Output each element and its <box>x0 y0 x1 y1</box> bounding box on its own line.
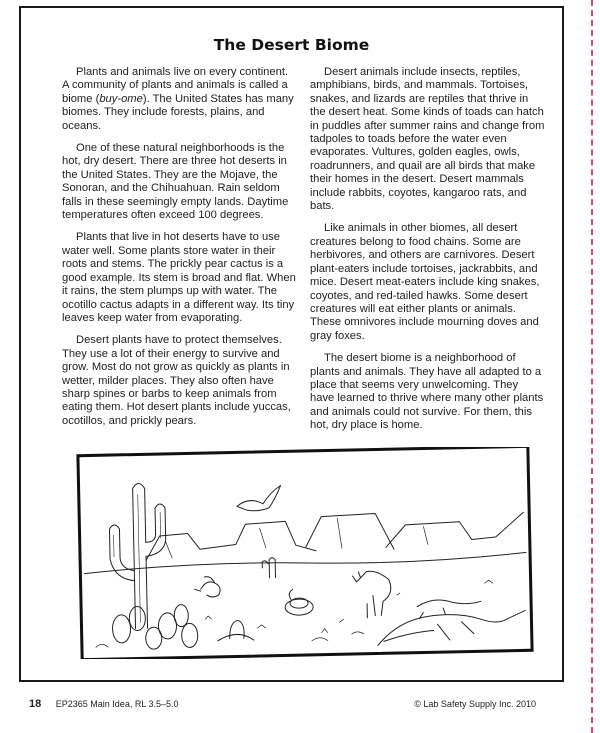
paragraph: Like animals in other biomes, all desert creatures belong to food chains. Some are herbivores, and others are carnivores. Desert plant-eaters include tortoises, jackrabbits, and mice. Desert meat-eaters include king snakes, coyotes, and red-tailed hawks. Some desert creatures will eat either plants or animals. These omnivores include mourning doves and gray foxes. <box>310 222 540 342</box>
right-column <box>310 66 545 442</box>
product-code: EP2365 Main Idea, RL 3.5–5.0 <box>55 699 179 709</box>
desert-scene-illustration <box>76 447 534 659</box>
illustration-frame <box>78 447 532 659</box>
cut-line <box>591 0 593 733</box>
pronunciation: buy-ome <box>99 92 143 105</box>
page-title: The Desert Biome <box>213 36 370 54</box>
footer-left <box>29 698 179 710</box>
paragraph: Plants that live in hot deserts have to use water well. Some plants store water in their roots and stems. The prickly pear cactus is a good example. Its stem is broad and flat. When it rains, the stem plumps up with water. The ocotillo cactus adapts in a different way. Its tiny leaves keep water from evaporating. <box>62 231 296 324</box>
paragraph: One of these natural neighborhoods is the hot, dry desert. There are three hot deserts in the United States. They are the Mojave, the Sonoran, and the Chihuahuan. Rain seldom falls in these seemingly empty lands. Daytime temperatures often exceed 100 degrees. <box>62 142 289 222</box>
left-column <box>62 66 297 437</box>
paragraph: Desert plants have to protect themselves. They use a lot of their energy to survive and grow. Most do not grow as quickly as plants in wetter, milder places. They also often have sharp spines or barbs to keep animals from eating them. Hot desert plants include yuccas, ocotillos, and prickly pears. <box>62 334 291 427</box>
page-number: 18 <box>29 698 42 710</box>
paragraph: Plants and animals live on every continent. A community of plants and animals is called a biome (buy-ome). The United States has many biomes. They include forests, plains, and oceans. <box>62 66 294 132</box>
paragraph: Desert animals include insects, reptiles, amphibians, birds, and mammals. Tortoises, snakes, and lizards are reptiles that thrive in the desert heat. Some kinds of toads can hatch in puddles after summer rains and change from tadpoles to toads before the water even evaporates. Vultures, golden eagles, owls, roadrunners, and quail are all birds that make their homes in the desert. Desert mammals include rabbits, coyotes, kangaroo rats, and bats. <box>310 66 545 213</box>
copyright: © Lab Safety Supply Inc. 2010 <box>414 699 536 709</box>
paragraph: The desert biome is a neighborhood of plants and animals. They have all adapted to a place that seems very unwelcoming. They have learned to thrive where many other plants and animals could not survive. For them, this hot, dry place is home. <box>310 352 544 432</box>
